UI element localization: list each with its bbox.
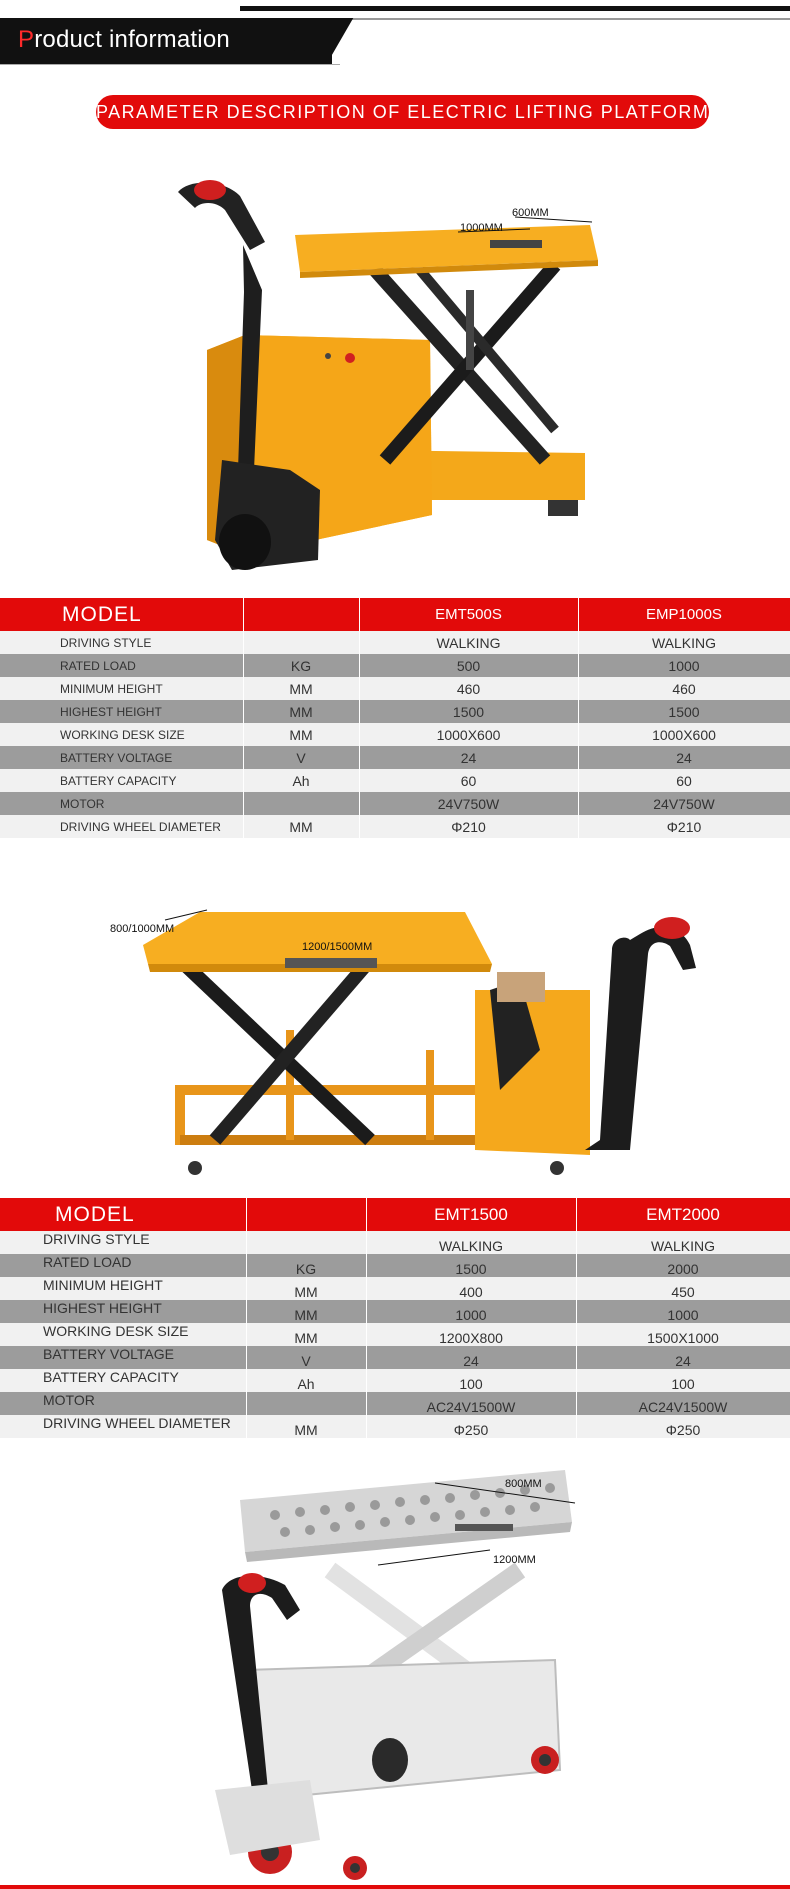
lift1-dim-width: 600MM: [512, 207, 549, 219]
row-value-b: 60: [578, 769, 790, 792]
table-row: [0, 769, 790, 792]
table-row: [0, 1300, 790, 1323]
row-label: DRIVING WHEEL DIAMETER: [0, 815, 243, 838]
row-unit: MM: [246, 1277, 366, 1300]
row-unit: [246, 1392, 366, 1415]
row-unit: MM: [246, 1323, 366, 1346]
spec-table-2: [0, 1198, 790, 1438]
row-label: WORKING DESK SIZE: [0, 723, 243, 746]
row-value-b: Φ210: [578, 815, 790, 838]
row-unit: KG: [243, 654, 359, 677]
row-value-b: 450: [576, 1277, 790, 1300]
row-value-b: 24: [578, 746, 790, 769]
row-value-a: 24V750W: [359, 792, 578, 815]
row-value-a: 400: [366, 1277, 576, 1300]
row-value-a: 1500: [359, 700, 578, 723]
header-cell-model-b: EMT2000: [576, 1198, 790, 1231]
row-value-a: 460: [359, 677, 578, 700]
header-cell-model-b: EMP1000S: [578, 598, 790, 631]
table-row: [0, 1254, 790, 1277]
row-value-b: 24V750W: [578, 792, 790, 815]
row-value-a: 24: [359, 746, 578, 769]
row-label: BATTERY VOLTAGE: [0, 746, 243, 769]
table-row: [0, 1346, 790, 1369]
row-unit: MM: [243, 677, 359, 700]
table-row: [0, 1323, 790, 1346]
row-label: HIGHEST HEIGHT: [0, 1300, 246, 1323]
table-row: [0, 746, 790, 769]
row-value-b: 1500: [578, 700, 790, 723]
row-value-b: 100: [576, 1369, 790, 1392]
row-value-a: 500: [359, 654, 578, 677]
table-row: [0, 677, 790, 700]
table-row: [0, 1369, 790, 1392]
row-value-a: 60: [359, 769, 578, 792]
lift3-dim-width: 800MM: [505, 1478, 542, 1490]
row-label: MINIMUM HEIGHT: [0, 677, 243, 700]
row-value-b: 460: [578, 677, 790, 700]
row-label: BATTERY CAPACITY: [0, 769, 243, 792]
header-bottom-rule: [0, 64, 340, 65]
header-cell-model: MODEL: [0, 1198, 246, 1231]
row-value-a: 24: [366, 1346, 576, 1369]
row-unit: MM: [246, 1415, 366, 1438]
row-label: MINIMUM HEIGHT: [0, 1277, 246, 1300]
page-title-initial: P: [18, 26, 35, 53]
row-value-b: WALKING: [576, 1231, 790, 1254]
row-label: BATTERY CAPACITY: [0, 1369, 246, 1392]
row-label: WORKING DESK SIZE: [0, 1323, 246, 1346]
row-unit: Ah: [243, 769, 359, 792]
spec-table-1: [0, 598, 790, 838]
header-cell-model-a: EMT500S: [359, 598, 578, 631]
spec-table-2-header: [0, 1198, 790, 1231]
row-value-a: AC24V1500W: [366, 1392, 576, 1415]
row-unit: V: [243, 746, 359, 769]
row-value-b: 24: [576, 1346, 790, 1369]
lift3-dim-length: 1200MM: [493, 1554, 536, 1566]
row-value-b: 1500X1000: [576, 1323, 790, 1346]
row-value-a: 1000: [366, 1300, 576, 1323]
product-image-3: [0, 1460, 790, 1885]
header-cell-model-a: EMT1500: [366, 1198, 576, 1231]
row-unit: [243, 631, 359, 654]
spec-table-1-header: [0, 598, 790, 631]
row-value-b: 2000: [576, 1254, 790, 1277]
row-value-a: 100: [366, 1369, 576, 1392]
row-value-a: 1500: [366, 1254, 576, 1277]
row-label: BATTERY VOLTAGE: [0, 1346, 246, 1369]
row-label: RATED LOAD: [0, 654, 243, 677]
table-row: [0, 723, 790, 746]
header-top-rule: [240, 6, 790, 11]
footer-stripe: [0, 1885, 790, 1889]
page-title-rest: roduct information: [34, 26, 230, 53]
product-image-2: [0, 850, 790, 1195]
row-value-b: AC24V1500W: [576, 1392, 790, 1415]
table-row: [0, 1415, 790, 1438]
row-unit: [243, 792, 359, 815]
row-unit: KG: [246, 1254, 366, 1277]
row-value-b: 1000: [578, 654, 790, 677]
table-row: [0, 631, 790, 654]
row-unit: MM: [246, 1300, 366, 1323]
row-unit: V: [246, 1346, 366, 1369]
row-label: DRIVING WHEEL DIAMETER: [0, 1415, 246, 1438]
table-row: [0, 700, 790, 723]
row-value-a: 1000X600: [359, 723, 578, 746]
lift2-dim-width: 800/1000MM: [110, 923, 175, 935]
header-cell-unit: [246, 1198, 366, 1231]
row-unit: MM: [243, 815, 359, 838]
row-value-b: Φ250: [576, 1415, 790, 1438]
row-label: DRIVING STYLE: [0, 1231, 246, 1254]
row-label: HIGHEST HEIGHT: [0, 700, 243, 723]
row-label: RATED LOAD: [0, 1254, 246, 1277]
table-row: [0, 792, 790, 815]
row-unit: MM: [243, 700, 359, 723]
header-cell-model: MODEL: [0, 598, 243, 631]
row-value-b: 1000: [576, 1300, 790, 1323]
row-value-a: 1200X800: [366, 1323, 576, 1346]
table-row: [0, 1231, 790, 1254]
lift2-battery-body: [475, 990, 590, 1155]
lift3-base-frame: [245, 1660, 560, 1800]
page-title: [18, 26, 230, 54]
table-row: [0, 1392, 790, 1415]
row-value-a: Φ210: [359, 815, 578, 838]
row-unit: [246, 1231, 366, 1254]
header-cell-unit: [243, 598, 359, 631]
row-unit: Ah: [246, 1369, 366, 1392]
table-row: [0, 654, 790, 677]
row-value-b: WALKING: [578, 631, 790, 654]
row-value-b: 1000X600: [578, 723, 790, 746]
row-value-a: WALKING: [366, 1231, 576, 1254]
lift2-dim-length: 1200/1500MM: [302, 941, 373, 953]
row-label: DRIVING STYLE: [0, 631, 243, 654]
lift2-platform: [143, 912, 492, 964]
row-unit: MM: [243, 723, 359, 746]
row-label: MOTOR: [0, 1392, 246, 1415]
lift2-tiller-handle: [585, 927, 696, 1150]
row-value-a: WALKING: [359, 631, 578, 654]
table-row: [0, 1277, 790, 1300]
product-image-1: [0, 170, 790, 590]
row-value-a: Φ250: [366, 1415, 576, 1438]
table-row: [0, 815, 790, 838]
section-banner: PARAMETER DESCRIPTION OF ELECTRIC LIFTING PLATFORM: [96, 95, 709, 129]
lift1-dim-length: 1000MM: [460, 222, 503, 234]
row-label: MOTOR: [0, 792, 243, 815]
